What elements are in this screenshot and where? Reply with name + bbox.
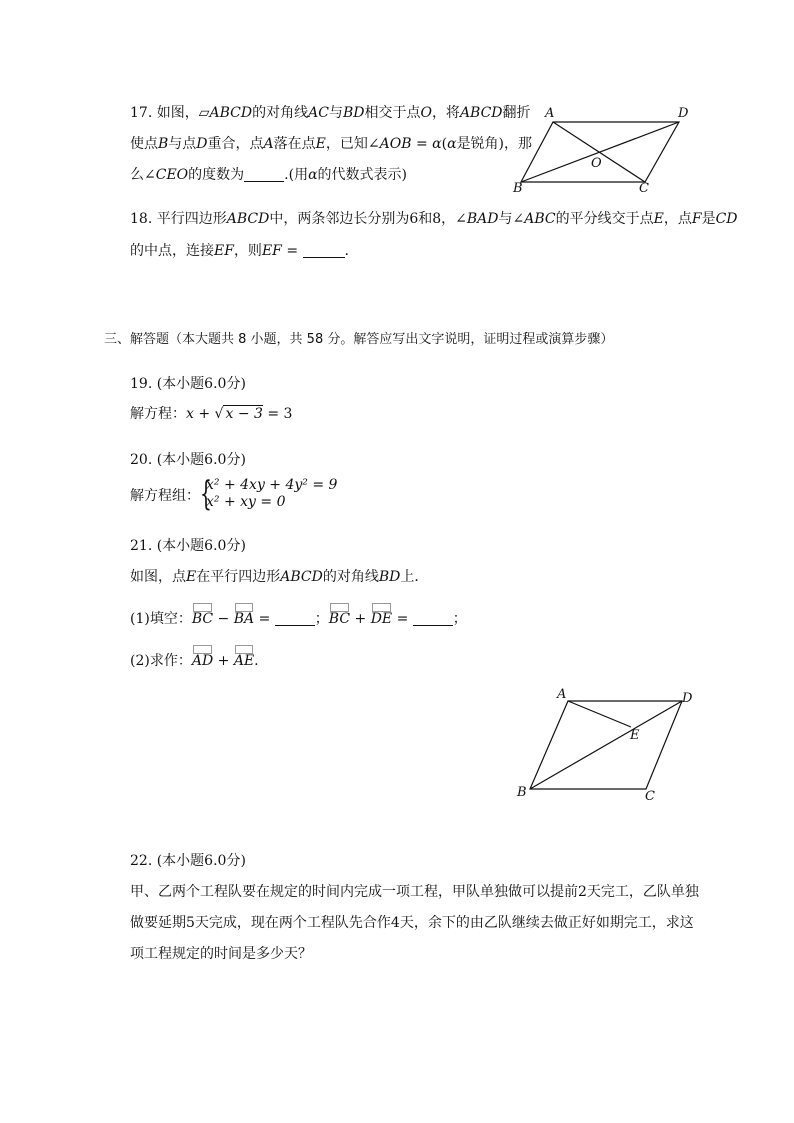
- section-heading: 三、解答题（本大题共 8 小题，共 58 分。解答应写出文字说明，证明过程或演算步骤）: [104, 332, 614, 347]
- answer-blank-21b[interactable]: [413, 611, 453, 626]
- q21-label-c: C: [645, 789, 655, 804]
- answer-blank-21a[interactable]: [275, 611, 315, 626]
- answer-blank-18[interactable]: [303, 243, 345, 258]
- q17-label-b: B: [513, 181, 523, 196]
- q22-header: 22. (本小题6.0分): [130, 853, 246, 869]
- q22-line-2: 做要延期5天完成，现在两个工程队先合作4天，余下的由乙队继续去做正好如期完工，求这: [130, 915, 694, 931]
- answer-blank-17[interactable]: [244, 167, 284, 182]
- q21-parallelogram-figure: [510, 685, 710, 805]
- q21-label-a: A: [557, 687, 567, 702]
- q21-label-d: D: [682, 691, 693, 706]
- vector-bc: BC: [192, 603, 213, 629]
- q20-prompt: 解方程组：: [130, 488, 200, 504]
- radicand: x − 3: [225, 406, 263, 422]
- q21-part-2: (2)求作：AD + AE.: [130, 645, 259, 671]
- q17-line-3: 么∠CEO的度数为 .(用α的代数式表示): [130, 167, 408, 183]
- vector-ae: AE: [234, 645, 254, 671]
- q22-line-3: 项工程规定的时间是多少天？: [130, 946, 312, 962]
- q17-diagonal-bd: [521, 122, 679, 182]
- brace-icon: {: [200, 474, 212, 514]
- q19-header: 19. (本小题6.0分): [130, 376, 246, 392]
- q19-equation: 解方程：x + √ x − 3 = 3: [130, 406, 293, 422]
- q20-eq1: x² + 4xy + 4y² = 9: [206, 477, 338, 493]
- vector-ad: AD: [192, 645, 213, 671]
- q18-line-2: 的中点，连接EF，则EF = .: [130, 243, 349, 259]
- q17-parallelogram-figure: [505, 100, 705, 200]
- vector-bc-2: BC: [329, 603, 350, 629]
- q21-part-1: (1)填空：BC − BA = ；BC + DE = ；: [130, 603, 467, 629]
- q17-line-1: 17. 如图，▱ABCD的对角线AC与BD相交于点O，将ABCD翻折: [130, 105, 531, 121]
- q20-eq2: x² + xy = 0: [206, 494, 286, 510]
- sqrt-sign: √: [214, 406, 224, 422]
- q21-segment-ae: [568, 701, 631, 727]
- q17-label-a: A: [545, 106, 555, 121]
- q21-header: 21. (本小题6.0分): [130, 538, 246, 554]
- q21-label-e: E: [630, 728, 640, 743]
- q18-line-1: 18. 平行四边形ABCD中，两条邻边长分别为6和8，∠BAD与∠ABC的平分线交于点E，点F是CD: [130, 211, 738, 227]
- q21-label-b: B: [517, 785, 527, 800]
- q22-line-1: 甲、乙两个工程队要在规定的时间内完成一项工程，甲队单独做可以提前2天完工，乙队单独: [130, 884, 699, 900]
- vector-ba: BA: [234, 603, 254, 629]
- q21-diagonal-bd: [530, 701, 682, 789]
- q20-header: 20. (本小题6.0分): [130, 452, 246, 468]
- q17-label-d: D: [678, 106, 689, 121]
- q17-line-2: 使点B与点D重合，点A落在点E，已知∠AOB = α(α是锐角)，那: [130, 136, 533, 152]
- q17-label-o: O: [591, 156, 602, 171]
- vector-de: DE: [371, 603, 392, 629]
- q21-statement: 如图，点E在平行四边形ABCD的对角线BD上．: [130, 569, 429, 585]
- q17-label-c: C: [639, 181, 649, 196]
